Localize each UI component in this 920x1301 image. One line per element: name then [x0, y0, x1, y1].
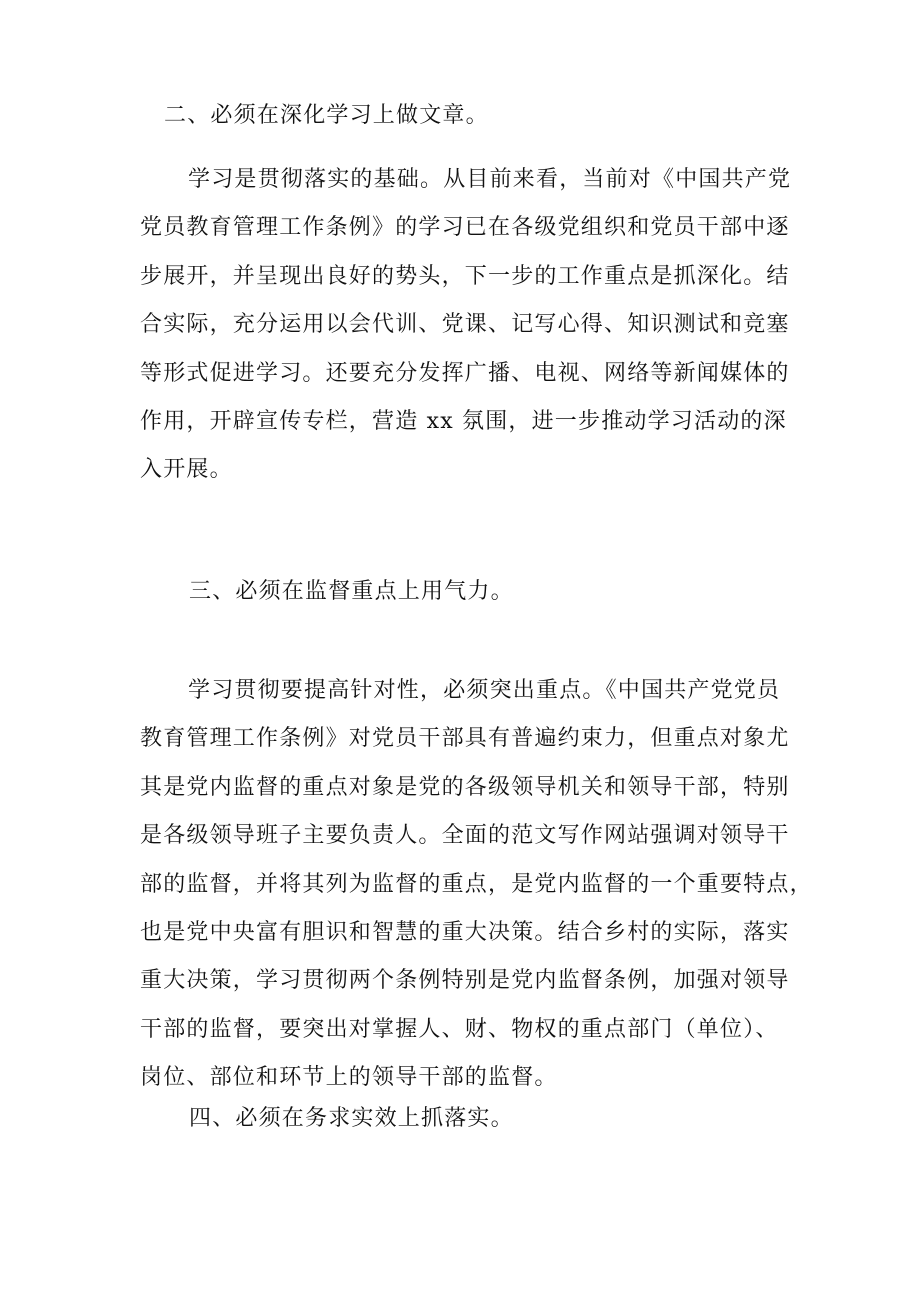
section-2-heading: 二、必须在深化学习上做文章。 — [164, 103, 489, 128]
paragraph-line: 干部的监督，要突出对掌握人、财、物权的重点部门（单位）、 — [140, 1016, 779, 1042]
paragraph-line: 等形式促进学习。还要充分发挥广播、电视、网络等新闻媒体的 — [140, 360, 790, 386]
paragraph-line: 岗位、部位和环节上的领导干部的监督。 — [140, 1065, 558, 1091]
paragraph-line: 入开展。 — [140, 457, 233, 483]
paragraph-line: 学习是贯彻落实的基础。从目前来看，当前对《中国共产党 — [188, 167, 792, 192]
section-4-heading: 四、必须在务求实效上抓落实。 — [189, 1106, 514, 1131]
paragraph-line: 也是党中央富有胆识和智慧的重大决策。结合乡村的实际，落实 — [140, 919, 790, 945]
section-2-paragraph — [140, 156, 800, 495]
paragraph-line: 其是党内监督的重点对象是党的各级领导机关和领导干部，特别 — [140, 774, 790, 800]
paragraph-line: 重大决策，学习贯彻两个条例特别是党内监督条例，加强对领导 — [140, 968, 790, 994]
paragraph-line: 党员教育管理工作条例》的学习已在各级党组织和党员干部中逐 — [140, 215, 790, 241]
paragraph-line: 合实际，充分运用以会代训、党课、记写心得、知识测试和竞塞 — [140, 312, 790, 338]
section-3-heading: 三、必须在监督重点上用气力。 — [189, 579, 514, 604]
paragraph-line: 作用，开辟宣传专栏，营造 xx 氛围，进一步推动学习活动的深 — [140, 408, 787, 434]
section-3-paragraph — [140, 667, 813, 1103]
paragraph-line: 教育管理工作条例》对党员干部具有普遍约束力，但重点对象尤 — [140, 726, 790, 752]
paragraph-line: 步展开，并呈现出良好的势头，下一步的工作重点是抓深化。结 — [140, 263, 790, 289]
paragraph-line: 是各级领导班子主要负责人。全面的范文写作网站强调对领导干 — [140, 823, 790, 849]
paragraph-line: 学习贯彻要提高针对性，必须突出重点。《中国共产党党员 — [188, 678, 781, 703]
paragraph-line: 部的监督，并将其列为监督的重点，是党内监督的一个重要特点， — [140, 871, 813, 897]
